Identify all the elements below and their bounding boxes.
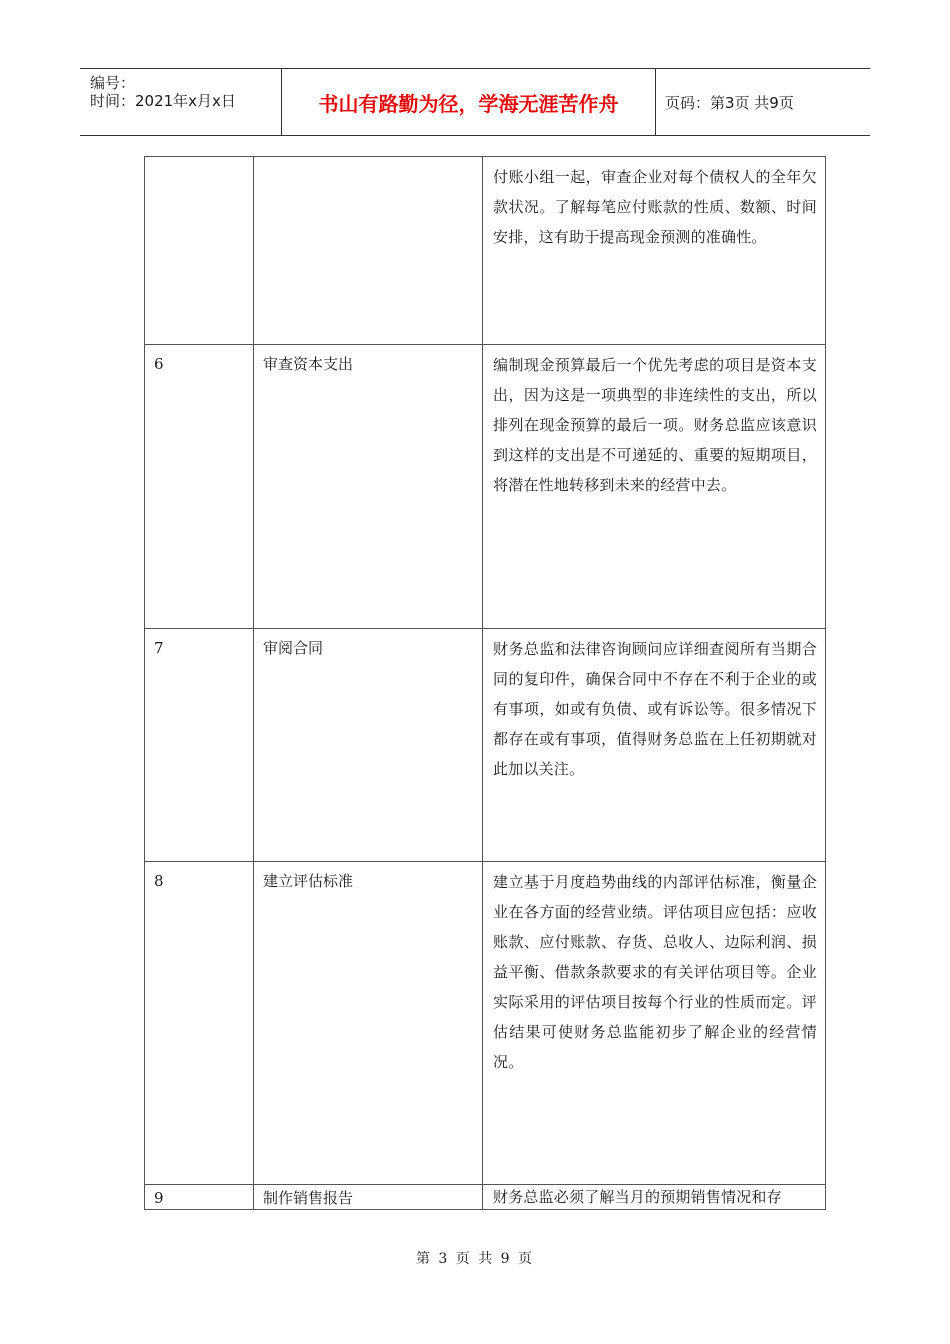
row-number-cell — [145, 629, 254, 862]
code-label: 编号： — [90, 74, 136, 92]
header-motto: 书山有路勤为径，学海无涯苦作舟 — [281, 69, 656, 135]
row-number-cell — [145, 157, 254, 345]
row-number: 9 — [154, 1189, 164, 1207]
table-row — [145, 1185, 826, 1210]
page-footer: 第 3 页 共 9 页 — [415, 1251, 535, 1267]
header-meta — [80, 69, 281, 135]
row-number-cell — [145, 862, 254, 1185]
row-title: 制作销售报告 — [263, 1189, 354, 1207]
table-row — [145, 345, 826, 629]
row-title-cell — [254, 629, 483, 862]
row-text-cell — [483, 1185, 826, 1210]
row-title-cell — [254, 1185, 483, 1210]
table-row — [145, 157, 826, 345]
row-title-cell — [254, 862, 483, 1185]
row-number-cell — [145, 345, 254, 629]
row-number — [145, 157, 253, 166]
row-text: 编制现金预算最后一个优先考虑的项目是资本支出，因为这是一项典型的非连续性的支出，所以排列在现金预算的最后一项。财务总监应该意识到这样的支出是不可递延的、重要的短期项目，将潜在性地转移到未来的经营中去。 — [493, 356, 817, 494]
page-header — [80, 68, 870, 136]
row-text: 财务总监必须了解当月的预期销售情况和存 — [493, 1188, 782, 1206]
row-number-cell — [145, 1185, 254, 1210]
row-text: 财务总监和法律咨询顾问应详细查阅所有当期合同的复印件，确保合同中不存在不利于企业的或有事项，如或有负债、或有诉讼等。很多情况下都存在或有事项，值得财务总监在上任初期就对此加以关注。 — [493, 640, 817, 778]
row-number: 6 — [154, 355, 164, 373]
row-number: 8 — [154, 872, 164, 890]
content-table — [144, 156, 826, 1210]
row-text-cell — [483, 345, 826, 629]
header-page-info: 页码：第3页 共9页 — [665, 93, 794, 112]
row-title — [254, 157, 482, 166]
row-text: 建立基于月度趋势曲线的内部评估标准，衡量企业在各方面的经营业绩。评估项目应包括：应收账款、应付账款、存货、总收人、边际利润、损益平衡、借款条款要求的有关评估项目等。企业实际采用的评估项目按每个行业的性质而定。评估结果可使财务总监能初步了解企业的经营情况。 — [493, 873, 817, 1071]
row-title: 建立评估标准 — [263, 872, 354, 890]
row-number: 7 — [154, 639, 164, 657]
row-title-cell — [254, 157, 483, 345]
date-label: 时间：2021年x月x日 — [90, 92, 236, 110]
row-text-cell — [483, 862, 826, 1185]
table-row — [145, 629, 826, 862]
row-text: 付账小组一起，审查企业对每个债权人的全年欠款状况。了解每笔应付账款的性质、数额、时间安排，这有助于提高现金预测的准确性。 — [493, 168, 817, 246]
row-title: 审阅合同 — [263, 639, 324, 657]
row-text-cell — [483, 629, 826, 862]
table-row — [145, 862, 826, 1185]
row-title: 审查资本支出 — [263, 355, 354, 373]
row-title-cell — [254, 345, 483, 629]
row-text-cell — [483, 157, 826, 345]
